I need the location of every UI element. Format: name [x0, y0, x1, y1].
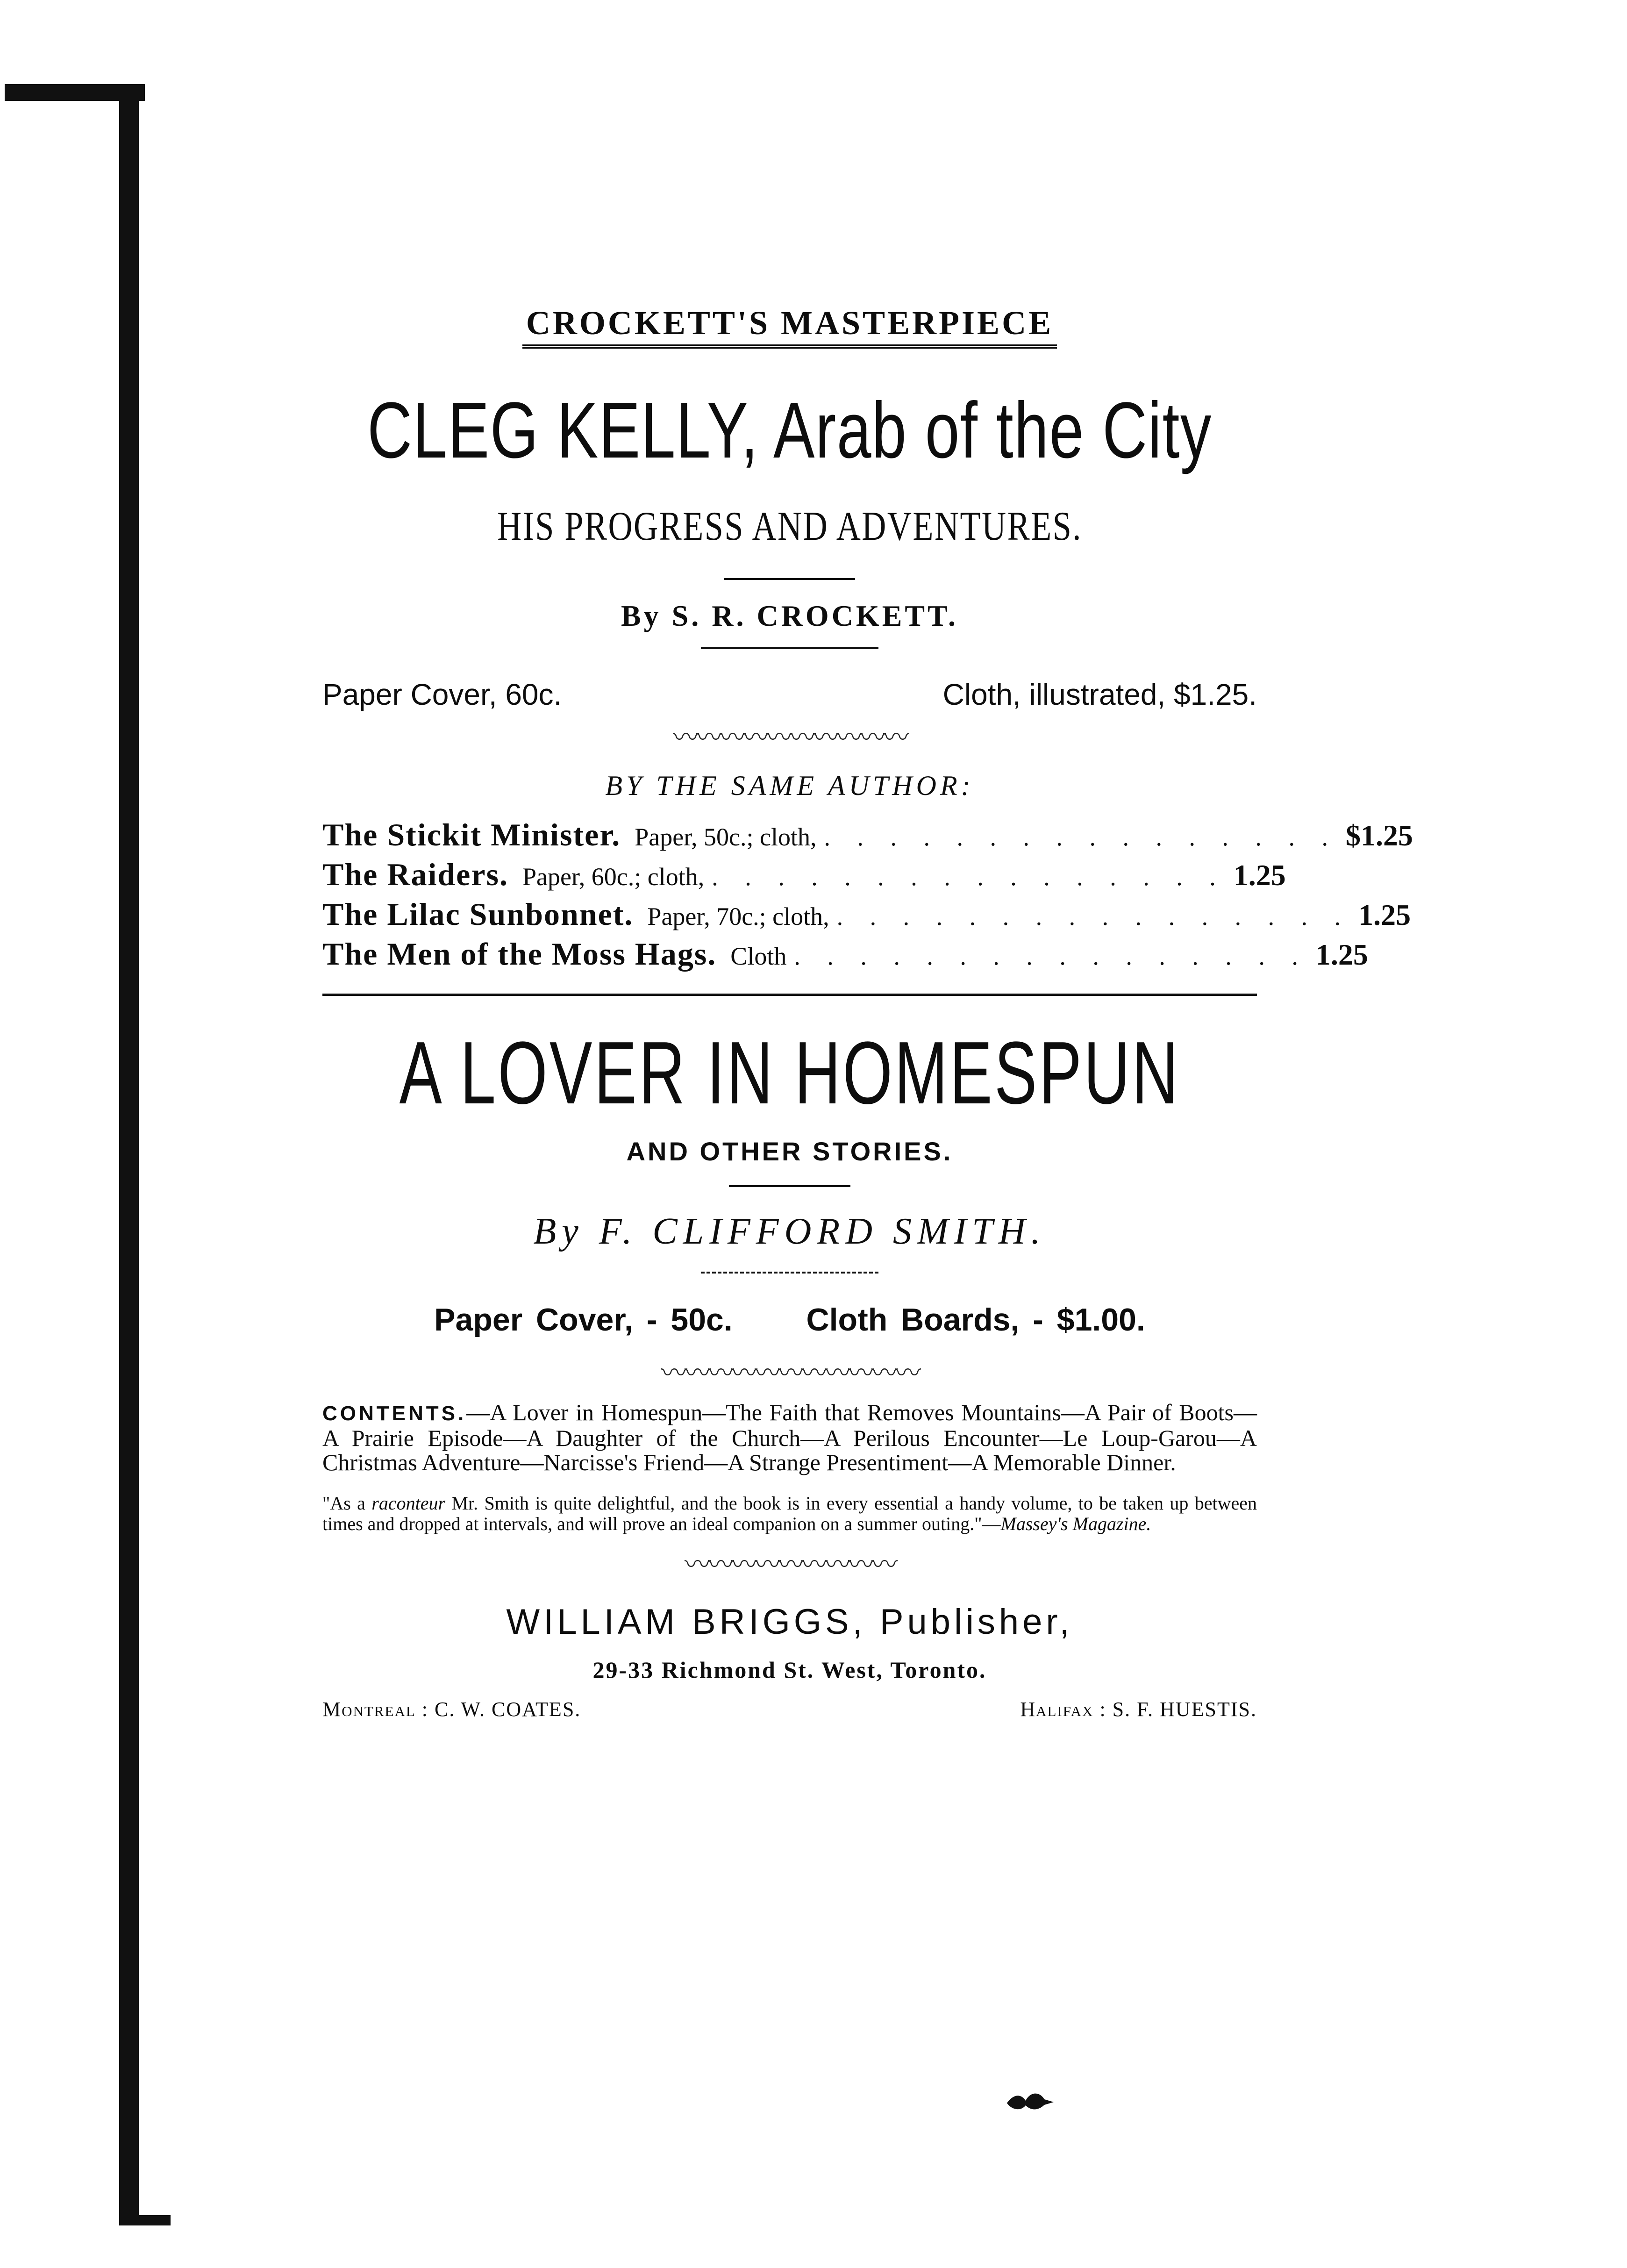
section-divider: [322, 994, 1257, 996]
list-item: The Raiders. Paper, 60c.; cloth, . . . . . . . . . . . . . . . . 1.25: [322, 856, 1286, 892]
wavy-ornament: 〰〰〰〰〰〰〰〰〰: [685, 1551, 895, 1580]
branch-halifax: Halifax : S. F. HUESTIS.: [1020, 1697, 1257, 1721]
branch-montreal: Montreal : C. W. COATES.: [322, 1697, 581, 1721]
list-item: The Lilac Sunbonnet. Paper, 70c.; cloth, . . . . . . . . . . . . . . . . 1.25: [322, 896, 1411, 932]
book1-title: CLEG KELLY, Arab of the City: [367, 386, 1212, 475]
printer-ornament-icon: [1005, 2089, 1056, 2112]
book1-author: By S. R. CROCKETT.: [621, 599, 959, 632]
book2-prices: [322, 1302, 1257, 1338]
book1-subtitle: HIS PROGRESS AND ADVENTURES.: [497, 504, 1082, 549]
advertisement-page: [322, 304, 1413, 1721]
review-quote: "As a raconteur Mr. Smith is quite delightful, and the book is in every essential a handy volume, to be taken up between times and dropped at intervals, and will prove an ideal companion on a summer outing."—Massey's Magazine.: [322, 1493, 1257, 1535]
divider: [701, 647, 878, 649]
book2-title: A LOVER IN HOMESPUN: [399, 1023, 1180, 1123]
book2-contents: CONTENTS.—A Lover in Homespun—The Faith that Removes Mountains—A Pair of Boots—A Prairie Episode—A Daughter of the Church—A Perilous Encounter—Le Loup-Garou—A Christmas Adventure—Narcisse's Friend—A Strange Presentiment—A Memorable Dinner.: [322, 1399, 1257, 1476]
wavy-ornament: 〰〰〰〰〰〰〰〰〰〰〰: [661, 1359, 918, 1388]
branch-offices: [322, 1697, 1257, 1721]
book1-paper-price: Paper Cover, 60c.: [322, 678, 562, 711]
book-binding-edge: [0, 84, 150, 2234]
divider: [724, 578, 855, 580]
divider: [729, 1185, 850, 1187]
other-books-list: [322, 816, 1413, 975]
publisher-address: 29-33 Richmond St. West, Toronto.: [592, 1656, 987, 1683]
publisher-name: WILLIAM BRIGGS, Publisher,: [506, 1602, 1073, 1642]
book1-cloth-price: Cloth, illustrated, $1.25.: [942, 678, 1257, 711]
masthead: CROCKETT'S MASTERPIECE: [322, 304, 1257, 349]
wavy-ornament: 〰〰〰〰〰〰〰〰〰〰: [673, 723, 906, 752]
dashed-divider: [701, 1272, 878, 1274]
list-item: The Men of the Moss Hags. Cloth . . . . . . . . . . . . . . . . 1.25: [322, 936, 1368, 972]
book2-cloth-price: Cloth Boards, - $1.00.: [806, 1302, 1145, 1338]
book2-paper-price: Paper Cover, - 50c.: [434, 1302, 733, 1338]
book2-author: By F. CLIFFORD SMITH.: [533, 1210, 1046, 1252]
list-item: The Stickit Minister. Paper, 50c.; cloth, . . . . . . . . . . . . . . . . $1.25: [322, 816, 1413, 852]
book1-prices: [322, 677, 1257, 712]
same-author-heading: BY THE SAME AUTHOR:: [605, 770, 974, 801]
book2-subtitle: AND OTHER STORIES.: [626, 1136, 953, 1166]
